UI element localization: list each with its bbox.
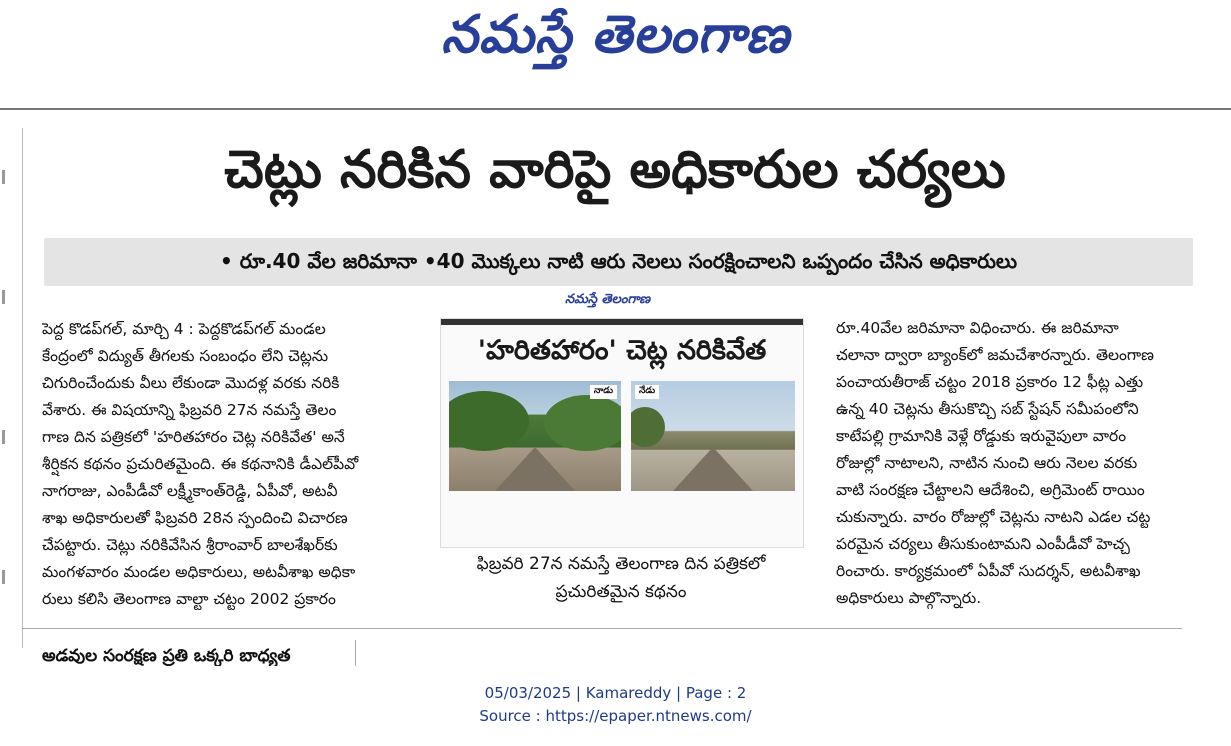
article-column-right [836, 315, 1198, 612]
inset-caption-line: ప్రచురితమైన కథనం [555, 582, 687, 602]
article-line: పంచాయతీరాజ్ చట్టం 2018 ప్రకారం 12 ఫీట్ల ఎత్తు [836, 373, 1144, 391]
inset-bullet-box [559, 503, 629, 539]
before-label: నాడు [590, 385, 617, 399]
article-line: శీర్షికన కథనం ప్రచురితమైంది. ఈ కథనానికి డీఎల్‌పీవో [42, 455, 359, 473]
road-shape [673, 447, 753, 491]
article-column-left [42, 316, 417, 613]
next-story-heading: అడవుల సంరక్షణ ప్రతి ఒక్కరి బాధ్యత [42, 646, 291, 666]
masthead-logo: నమస్తే తెలంగాణ [441, 4, 790, 65]
page-margin [2, 130, 8, 650]
inset-brand-logo: నమస్తే తెలంగాణ [565, 292, 651, 307]
page-footer [0, 666, 1231, 746]
next-story-headline-cropped [385, 652, 1185, 666]
inset-title: 'హరితహారం' చెట్ల నరికివేత [477, 335, 767, 366]
inset-caption-line: ఫిబ్రవరి 27న నమస్తే తెలంగాణ దిన పత్రికలో [476, 554, 766, 574]
article-line: చేపట్టారు. చెట్లు నరికివేసిన శ్రీరాంవార్ బాలశేఖర్‌కు [42, 536, 338, 554]
margin-mark [2, 170, 5, 184]
article-line: నాగరాజు, ఎంపీడీవో లక్ష్మీకాంత్‌రెడ్డి, ఏపీవో, అటవీ [42, 482, 338, 500]
article-line: రూ.40వేల జరిమానా విధించారు. ఈ జరిమానా [836, 319, 1119, 337]
inset-clipping [440, 318, 804, 548]
masthead [0, 0, 1231, 105]
before-photo [449, 381, 621, 491]
article-line: మంగళవారం మండల అధికారులు, అటవీశాఖ అధికా [42, 563, 356, 581]
article-subhead: • రూ.40 వేల జరిమానా •40 మొక్కలు నాటి ఆరు నెలలు సంరక్షించాలని ఒప్పందం చేసిన అధికారులు [219, 249, 1017, 273]
margin-mark [2, 570, 5, 584]
article-line: వేశారు. ఈ విషయాన్ని ఫిబ్రవరి 27న నమస్తే తెలం [42, 401, 337, 419]
road-shape [495, 447, 575, 491]
article-line: గాణ దిన పత్రికలో 'హరితహారం చెట్ల నరికివేత' అనే [42, 428, 345, 446]
margin-mark [2, 430, 5, 444]
tree-shape [631, 407, 665, 447]
tree-shape [544, 395, 621, 451]
article-line: పెద్ద కొడప్‌గల్, మార్చి 4 : పెద్దకొడప్‌గల్ మండల [42, 320, 326, 338]
article-line: చుకున్నారు. వారం రోజుల్లో చెట్లను నాటని ఎడల చట్ట [836, 508, 1151, 526]
margin-mark [2, 290, 5, 304]
article-line: కేంద్రంలో విద్యుత్ తీగలకు సంబంధం లేని చెట్లను [42, 347, 329, 365]
article-line: రించారు. కార్యక్రమంలో ఏపీవో సుదర్శన్, అటవీశాఖ [836, 562, 1141, 580]
article-line: చలానా ద్వారా బ్యాంక్‌లో జమచేశారన్నారు. తెలంగాణ [836, 346, 1154, 364]
after-label: నేడు [635, 385, 659, 399]
masthead-divider [0, 108, 1231, 110]
article-line: వాటి సంరక్షణ చేట్టాలని ఆదేశించి, అగ్రిమెంట్ రాయిం [836, 481, 1145, 499]
article-line: శాఖ అధికారులతో ఫిబ్రవరి 28న స్పందించి విచారణ [42, 509, 348, 527]
after-photo [631, 381, 795, 491]
article-headline: చెట్లు నరికిన వారిపై అధికారుల చర్యలు [224, 140, 1006, 200]
article-line: చిగురించేందుకు వీలు లేకుండా మొదళ్ల వరకు నరికి [42, 374, 340, 392]
footer-source[interactable]: Source : https://epaper.ntnews.com/ [479, 707, 752, 725]
article-line: ఉన్న 40 చెట్లను తీసుకొచ్చి సబ్ స్టేషన్ సమీపంలోని [836, 400, 1139, 418]
article-subhead-bar [44, 238, 1193, 286]
article-line: రులు కలిసి తెలంగాణ వాల్టా చట్టం 2002 ప్రకారం [42, 590, 336, 608]
article-line: కాటేపల్లి గ్రామానికి వెళ్లే రోడ్డుకు ఇరువైపులా వారం [836, 427, 1127, 445]
article-line: పరమైన చర్యలు తీసుకుంటామని ఎంపీడీవో హెచ్చ [836, 535, 1130, 553]
inset-fine-print [449, 503, 554, 543]
inset-caption [440, 550, 802, 606]
inset-fine-print [691, 503, 796, 543]
footer-date-edition: 05/03/2025 | Kamareddy | Page : 2 [484, 684, 747, 702]
article-line: రోజుల్లో నాటాలని, నాటిన నుంచి ఆరు నెలల వరకు [836, 454, 1138, 472]
tree-shape [449, 391, 529, 451]
section-divider [22, 628, 1182, 629]
article-line: అధికారులు పాల్గొన్నారు. [836, 589, 982, 607]
column-divider [355, 640, 356, 666]
inset-top-bar [441, 319, 803, 325]
